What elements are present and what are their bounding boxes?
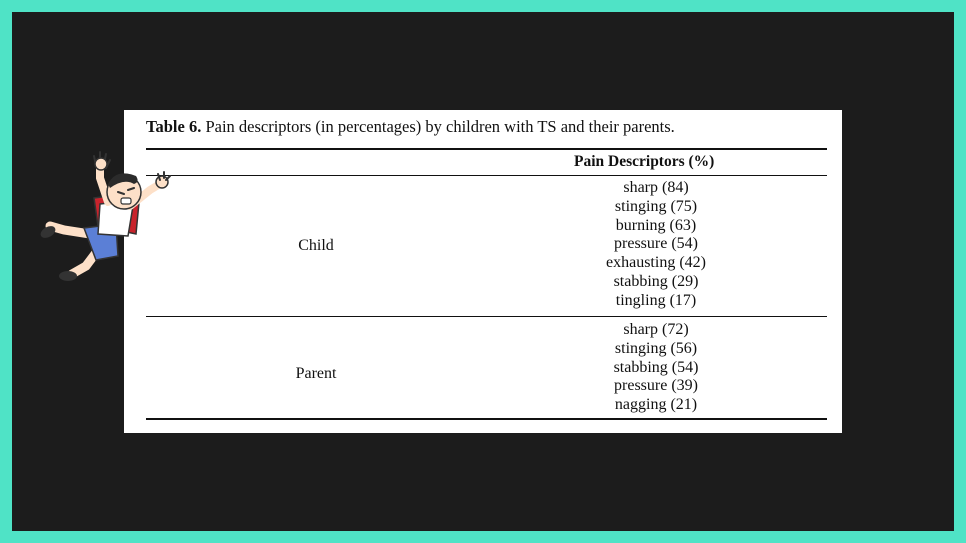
list-item: exhausting (42) bbox=[606, 254, 706, 272]
list-item: stabbing (29) bbox=[613, 272, 699, 290]
table-card bbox=[124, 110, 842, 433]
list-item: pressure (39) bbox=[614, 377, 698, 395]
group-label-child: Child bbox=[298, 237, 334, 254]
list-item: burning (63) bbox=[615, 216, 697, 234]
descriptor-list-child bbox=[496, 179, 816, 311]
caption-text: Pain descriptors (in percentages) by children with TS and their parents. bbox=[201, 117, 675, 136]
list-item: sharp (72) bbox=[623, 321, 689, 338]
bottom-rule bbox=[146, 418, 827, 420]
falling-boy-cartoon-icon bbox=[38, 148, 178, 288]
list-item: nagging (21) bbox=[614, 396, 698, 414]
column-header: Pain Descriptors (%) bbox=[574, 153, 715, 170]
list-item: pressure (54) bbox=[614, 235, 698, 253]
top-rule bbox=[146, 148, 827, 150]
list-item: sharp (84) bbox=[623, 179, 689, 196]
group-label-parent: Parent bbox=[295, 365, 337, 382]
table-caption bbox=[146, 117, 675, 137]
list-item: stinging (75) bbox=[614, 197, 698, 215]
list-item: tingling (17) bbox=[615, 291, 697, 309]
caption-label: Table 6. bbox=[146, 117, 202, 136]
list-item: stabbing (54) bbox=[613, 358, 699, 376]
group-divider bbox=[146, 316, 827, 317]
header-rule bbox=[146, 175, 827, 176]
list-item: stinging (56) bbox=[614, 339, 698, 357]
descriptor-list-parent bbox=[496, 321, 816, 415]
